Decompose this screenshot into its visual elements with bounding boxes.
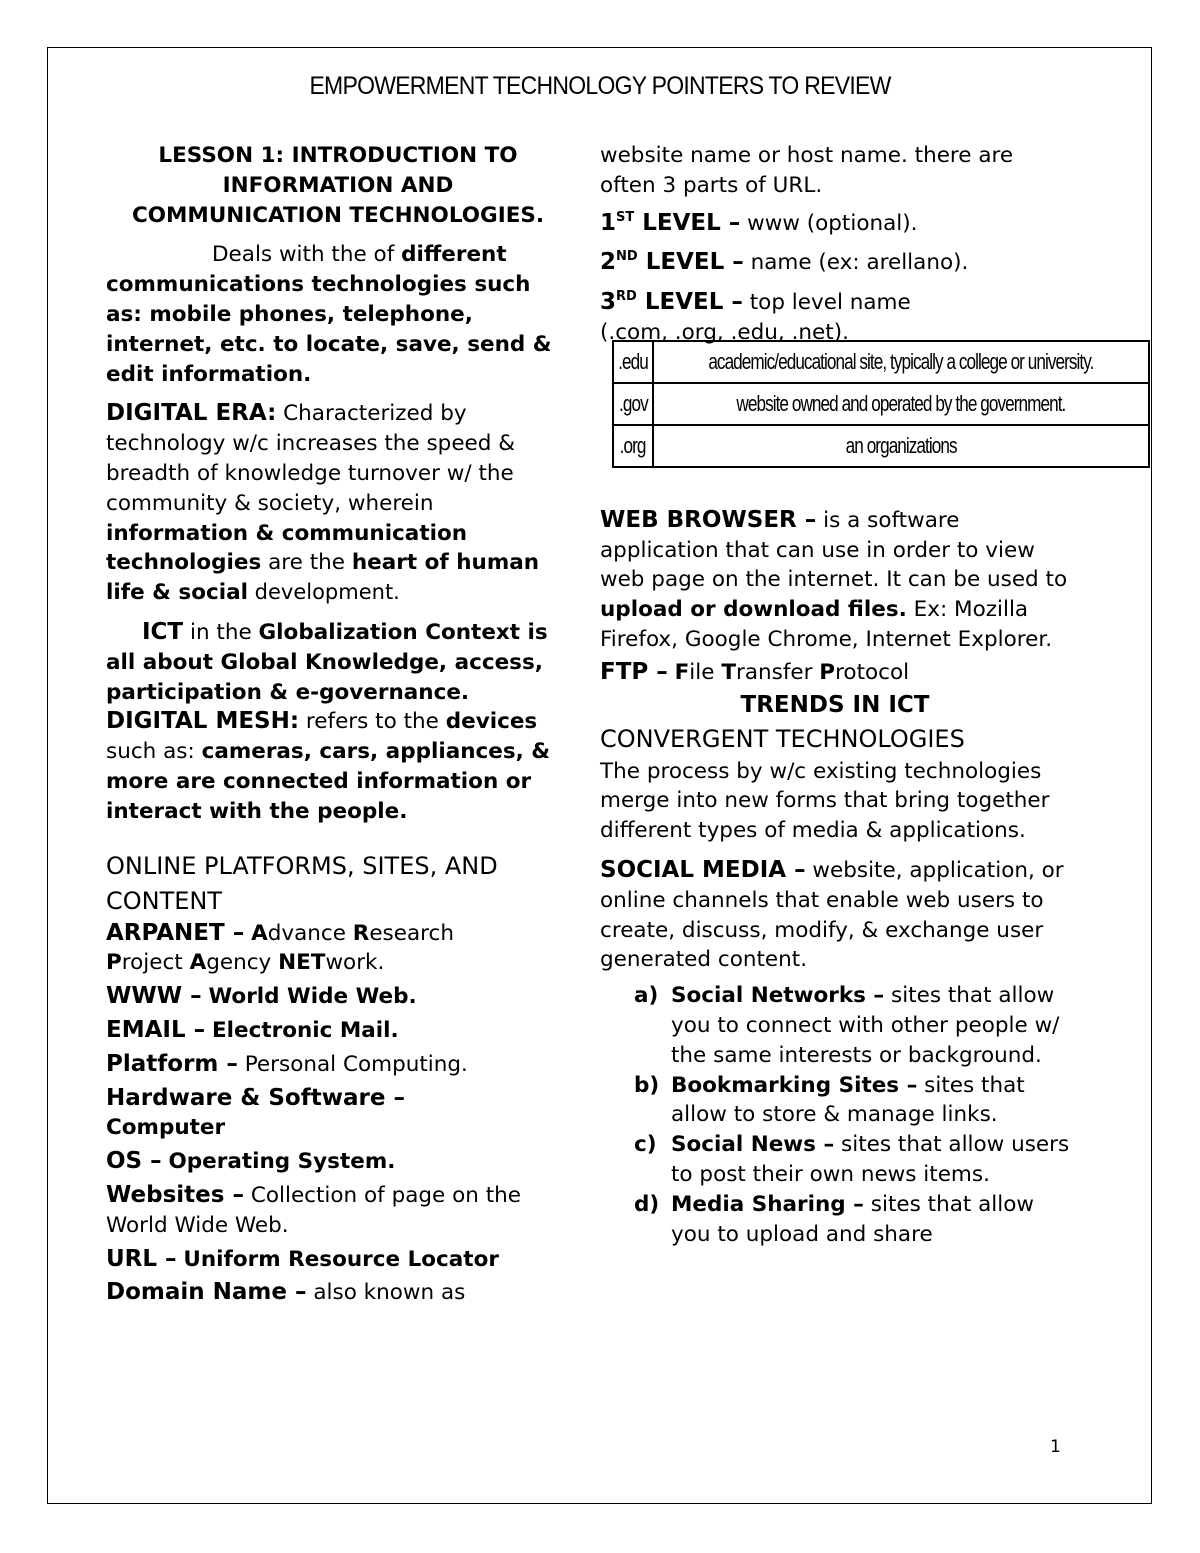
platforms-heading: ONLINE PLATFORMS, SITES, AND CONTENT [106, 851, 498, 915]
table-cell-key: .edu [613, 341, 653, 383]
social-media-list [600, 981, 1070, 1249]
convergent-text: The process by w/c existing technologies merge into new forms that bring together different types of media & applications. [600, 758, 1050, 844]
arpanet-entry: ARPANET – Advance Research Project Agency NETwork. [106, 919, 454, 976]
table-cell-value: academic/educational site, typically a college or university. [653, 341, 1149, 383]
websites-entry: Websites – Collection of page on the World Wide Web. [106, 1181, 521, 1238]
platform-entry: Platform – Personal Computing. [106, 1050, 468, 1077]
page-title: EMPOWERMENT TECHNOLOGY POINTERS TO REVIEW [309, 72, 891, 100]
hardware-entry: Hardware & Software – Computer [106, 1084, 405, 1141]
trends-heading: TRENDS IN ICT [740, 691, 930, 718]
list-item: c) Social News – sites that allow users to post their own news items. [634, 1132, 1070, 1187]
web-browser-paragraph: WEB BROWSER – is a software application that can use in order to view web page on the internet. It can be used to upload or download files. Ex: Mozilla Firefox, Google Chrome, Internet Explorer. [600, 506, 1068, 652]
right-column [600, 141, 1094, 1249]
digital-mesh-paragraph: DIGITAL MESH: refers to the devices such as: cameras, cars, appliances, & more are connected information or interact with the people. [106, 708, 551, 824]
url-level-2: 2ND LEVEL – name (ex: arellano). [600, 249, 969, 276]
url-entry: URL – Uniform Resource Locator [106, 1245, 499, 1272]
list-item: d) Media Sharing – sites that allow you to upload and share [634, 1191, 1034, 1247]
social-media-paragraph: SOCIAL MEDIA – website, application, or online channels that enable web users to create, discuss, modify, & exchange user generated content. [600, 856, 1064, 973]
table-cell-value: website owned and operated by the government. [653, 383, 1149, 425]
table-cell-key: .org [613, 425, 653, 467]
url-continuation: website name or host name. there are often 3 parts of URL. [600, 143, 1014, 198]
table-cell-value: an organizations [653, 425, 1149, 467]
digital-era-paragraph: DIGITAL ERA: Characterized by technology w/c increases the speed & breadth of knowledge turnover w/ the community & society, wherein information & communication technologies are the heart of human life & social development. [106, 400, 540, 606]
email-entry: EMAIL – Electronic Mail. [106, 1016, 399, 1043]
list-item: a) Social Networks – sites that allow you to connect with other people w/ the same interests or background. [634, 983, 1060, 1068]
domain-entry: Domain Name – also known as [106, 1279, 466, 1306]
os-entry: OS – Operating System. [106, 1148, 396, 1175]
page-number: 1 [1050, 1437, 1061, 1457]
intro-paragraph: Deals with the of different communications technologies such as: mobile phones, telephone, internet, etc. to locate, save, send & edit information. [106, 242, 552, 387]
ict-paragraph: ICT in the Globalization Context is all about Global Knowledge, access, participation & e-governance. [106, 618, 548, 705]
table-row [613, 341, 1149, 383]
lesson-heading: LESSON 1: INTRODUCTION TO INFORMATION AND COMMUNICATION TECHNOLOGIES. [131, 143, 545, 228]
url-level-3: 3RD LEVEL – top level name (.com, .org, .edu, .net). [600, 289, 911, 345]
table-row [613, 383, 1149, 425]
table-row [613, 425, 1149, 467]
ftp-entry: FTP – File Transfer Protocol [600, 658, 910, 685]
table-cell-key: .gov [613, 383, 653, 425]
domain-table [612, 340, 1150, 468]
www-entry: WWW – World Wide Web. [106, 983, 417, 1010]
convergent-heading: CONVERGENT TECHNOLOGIES [600, 724, 965, 753]
url-level-3-continuation: (.com, .org, .edu, .net). [600, 319, 849, 345]
url-level-1: 1ST LEVEL – www (optional). [600, 209, 918, 236]
list-item: b) Bookmarking Sites – sites that allow to store & manage links. [634, 1072, 1025, 1128]
left-column [106, 141, 570, 1308]
